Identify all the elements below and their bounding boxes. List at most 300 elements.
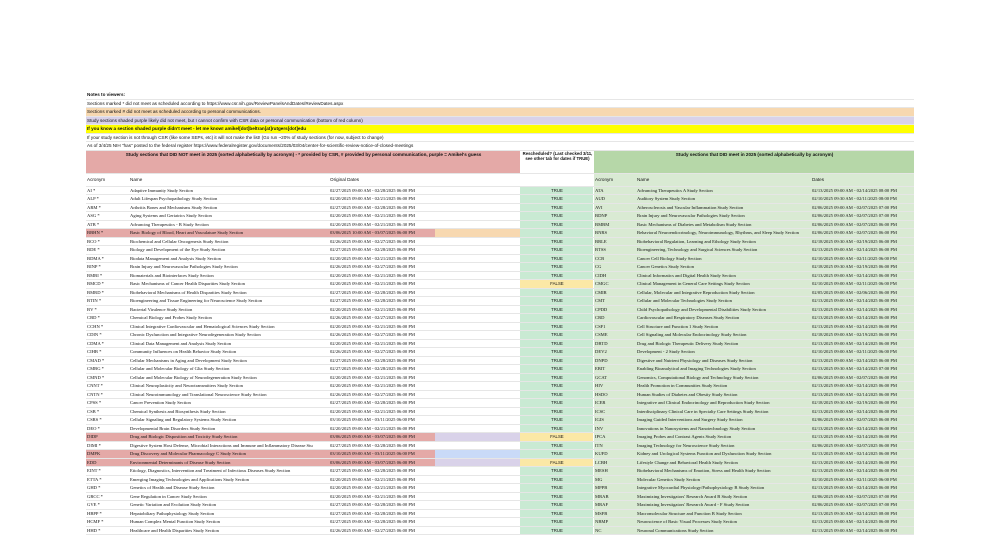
cell-name[interactable]: Human Complex Mental Function Study Section — [129, 518, 329, 526]
cell-name[interactable]: Clinical Neuroplasticity and Neurotransmitters Study Section — [129, 382, 329, 390]
cell-name[interactable]: Biodata Management and Analysis Study Section — [129, 255, 329, 263]
cell-acronym-met[interactable]: ICSC — [594, 408, 636, 416]
table-row[interactable] — [86, 518, 914, 527]
cell-name-met[interactable]: Integrative and Clinical Endocrinology and Reproduction Study Section — [636, 399, 896, 407]
cell-acronym-met[interactable]: AUD — [594, 195, 636, 203]
cell-acronym[interactable]: CNTN * — [86, 391, 129, 399]
cell-name-met[interactable]: Cell Structure and Function 1 Study Section — [636, 323, 896, 331]
cell-rescheduled[interactable]: TRUE — [520, 365, 593, 373]
cell-dates-met[interactable]: 02/18/2025 09:30 AM - 02/19/2025 06:00 PM — [811, 263, 915, 271]
cell-acronym[interactable]: ARM * — [86, 204, 129, 212]
cell-acronym-met[interactable]: HSDO — [594, 391, 636, 399]
cell-name[interactable]: Community Influences on Health Behavior Study Section — [129, 348, 329, 356]
table-row[interactable] — [86, 263, 914, 272]
table-row[interactable] — [86, 382, 914, 391]
cell-rescheduled[interactable]: TRUE — [520, 510, 593, 518]
cell-name[interactable]: Drug and Biologic Disposition and Toxicity Study Section — [129, 433, 329, 441]
cell-original-dates[interactable]: 02/20/2025 09:00 AM - 02/21/2025 06:00 PM — [329, 280, 435, 288]
cell-name-met[interactable]: Imaging Probes and Contrast Agents Study Section — [636, 433, 896, 441]
cell-original-dates[interactable]: 02/20/2025 09:00 AM - 02/21/2025 06:00 PM — [329, 195, 435, 203]
cell-acronym[interactable]: GHD * — [86, 484, 129, 492]
cell-rescheduled[interactable]: TRUE — [520, 297, 593, 305]
cell-acronym[interactable]: CDMA * — [86, 340, 129, 348]
cell-name[interactable]: Gene Regulation in Cancer Study Section — [129, 493, 329, 501]
cell-dates-met[interactable]: 02/06/2025 09:00 AM - 02/07/2025 06:00 PM — [811, 442, 915, 450]
cell-name-met[interactable]: Imaging Technology for Neuroscience Study Section — [636, 442, 896, 450]
cell-acronym-met[interactable]: EBIT — [594, 365, 636, 373]
cell-dates-met[interactable]: 02/06/2025 09:00 AM - 02/07/2025 07:00 PM — [811, 501, 915, 509]
cell-dates-met[interactable]: 02/13/2025 09:00 AM - 02/14/2025 06:00 PM — [811, 467, 915, 475]
table-row[interactable] — [86, 510, 914, 519]
table-row[interactable] — [86, 399, 914, 408]
cell-acronym-met[interactable]: MESH — [594, 467, 636, 475]
cell-acronym-met[interactable]: ATA — [594, 187, 636, 195]
cell-acronym-met[interactable]: AVI — [594, 204, 636, 212]
cell-acronym[interactable]: BDMA * — [86, 255, 129, 263]
table-row[interactable] — [86, 476, 914, 485]
cell-name-met[interactable]: Lifestyle Change and Behavioral Health Study Section — [636, 459, 896, 467]
cell-rescheduled[interactable]: FALSE — [520, 433, 593, 441]
table-row[interactable] — [86, 391, 914, 400]
table-row[interactable] — [86, 374, 914, 383]
cell-name-met[interactable]: Genomics, Computational Biology and Technology Study Section — [636, 374, 896, 382]
cell-rescheduled[interactable]: TRUE — [520, 476, 593, 484]
cell-acronym[interactable]: ATB * — [86, 221, 129, 229]
cell-acronym-met[interactable]: DEV2 — [594, 348, 636, 356]
table-row[interactable] — [86, 408, 914, 417]
cell-name-met[interactable]: Molecular Genetics Study Section — [636, 476, 896, 484]
cell-dates-met[interactable]: 02/13/2025 09:00 AM - 02/14/2025 06:00 PM — [811, 306, 915, 314]
cell-original-dates[interactable]: 03/10/2025 09:00 AM - 03/11/2025 06:00 PM — [329, 416, 435, 424]
cell-original-dates[interactable]: 02/27/2025 09:00 AM - 02/28/2025 06:00 PM — [329, 399, 435, 407]
cell-original-dates[interactable]: 02/27/2025 09:00 AM - 02/28/2025 06:00 PM — [329, 501, 435, 509]
cell-acronym-met[interactable]: NBMP — [594, 518, 636, 526]
cell-rescheduled[interactable]: TRUE — [520, 340, 593, 348]
cell-acronym-met[interactable]: DBTD — [594, 340, 636, 348]
cell-dates-met[interactable]: 02/18/2025 09:30 AM - 02/19/2025 06:00 PM — [811, 399, 915, 407]
cell-acronym-met[interactable]: CCB — [594, 255, 636, 263]
table-row[interactable] — [86, 255, 914, 264]
cell-dates-met[interactable]: 02/13/2025 09:00 AM - 02/14/2025 06:00 PM — [811, 518, 915, 526]
cell-acronym[interactable]: GVE * — [86, 501, 129, 509]
cell-rescheduled[interactable]: TRUE — [520, 484, 593, 492]
cell-rescheduled[interactable]: TRUE — [520, 348, 593, 356]
cell-acronym-met[interactable]: GCAT — [594, 374, 636, 382]
cell-name-met[interactable]: Development - 2 Study Section — [636, 348, 896, 356]
cell-acronym[interactable]: BMRD * — [86, 289, 129, 297]
cell-acronym[interactable]: CMND * — [86, 374, 129, 382]
cell-rescheduled[interactable]: TRUE — [520, 501, 593, 509]
cell-dates-met[interactable]: 02/13/2025 09:30 AM - 02/14/2025 07:00 PM — [811, 365, 915, 373]
cell-dates-met[interactable]: 02/18/2025 09:00 AM - 02/19/2025 06:00 PM — [811, 331, 915, 339]
cell-original-dates[interactable]: 02/27/2025 09:00 AM - 02/28/2025 06:00 PM — [329, 289, 435, 297]
cell-name[interactable]: Biology and Development of the Eye Study Section — [129, 246, 329, 254]
cell-acronym-met[interactable]: BTSS — [594, 246, 636, 254]
cell-rescheduled[interactable]: TRUE — [520, 382, 593, 390]
cell-rescheduled[interactable]: TRUE — [520, 391, 593, 399]
table-row[interactable] — [86, 331, 914, 340]
cell-name-met[interactable]: Cancer Cell Biology Study Section — [636, 255, 896, 263]
cell-acronym[interactable]: EDD — [86, 459, 129, 467]
cell-acronym-met[interactable]: CSF1 — [594, 323, 636, 331]
cell-name-met[interactable]: Innovations in Nanosystems and Nanotechnology Study Section — [636, 425, 896, 433]
cell-rescheduled[interactable]: TRUE — [520, 493, 593, 501]
table-row[interactable] — [86, 187, 914, 196]
cell-dates-met[interactable]: 02/13/2025 09:00 AM - 02/14/2025 06:00 PM — [811, 297, 915, 305]
cell-acronym[interactable]: CDIN * — [86, 331, 129, 339]
cell-rescheduled[interactable]: TRUE — [520, 408, 593, 416]
cell-dates-met[interactable]: 02/13/2025 09:00 AM - 02/14/2025 06:00 PM — [811, 433, 915, 441]
cell-acronym-met[interactable]: LCBH — [594, 459, 636, 467]
cell-acronym[interactable]: CSB * — [86, 408, 129, 416]
cell-acronym[interactable]: BCO * — [86, 238, 129, 246]
cell-name[interactable]: Basic Mechanisms of Cancer Health Disparities Study Section — [129, 280, 329, 288]
cell-dates-met[interactable]: 02/06/2025 09:00 AM - 02/07/2025 06:00 PM — [811, 416, 915, 424]
cell-rescheduled[interactable]: TRUE — [520, 195, 593, 203]
cell-original-dates[interactable]: 02/20/2025 09:00 AM - 02/21/2025 06:00 PM — [329, 408, 435, 416]
cell-name-met[interactable]: Cancer Genetics Study Section — [636, 263, 896, 271]
cell-original-dates[interactable]: 02/27/2025 09:00 AM - 02/28/2025 06:00 PM — [329, 187, 435, 195]
cell-acronym[interactable]: CIHB * — [86, 348, 129, 356]
cell-name-met[interactable]: Cell Signaling and Molecular Endocrinology Study Section — [636, 331, 896, 339]
cell-acronym-met[interactable]: CMIR — [594, 289, 636, 297]
cell-acronym-met[interactable]: CPDD — [594, 306, 636, 314]
cell-acronym-met[interactable]: BNRS — [594, 229, 636, 237]
cell-original-dates[interactable]: 02/26/2025 09:00 AM - 02/27/2025 06:00 PM — [329, 391, 435, 399]
table-row[interactable] — [86, 433, 914, 442]
cell-dates-met[interactable]: 02/13/2025 09:00 AM - 02/14/2025 06:00 PM — [811, 450, 915, 458]
cell-name[interactable]: Clinical Data Management and Analysis Study Section — [129, 340, 329, 348]
table-row[interactable] — [86, 280, 914, 289]
cell-name[interactable]: Developmental Brain Disorders Study Section — [129, 425, 329, 433]
table-row[interactable] — [86, 221, 914, 230]
cell-name[interactable]: Genetic Variation and Evolution Study Section — [129, 501, 329, 509]
cell-name-met[interactable]: Cardiovascular and Respiratory Diseases Study Section — [636, 314, 896, 322]
table-row[interactable] — [86, 340, 914, 349]
cell-dates-met[interactable]: 02/06/2025 09:00 AM - 02/07/2025 07:00 PM — [811, 212, 915, 220]
cell-original-dates[interactable]: 02/26/2025 09:00 AM - 02/27/2025 06:00 PM — [329, 238, 435, 246]
cell-acronym[interactable]: EINT * — [86, 467, 129, 475]
cell-name[interactable]: Cellular Mechanisms in Aging and Development Study Section — [129, 357, 329, 365]
cell-name-met[interactable]: Advancing Therapeutics A Study Section — [636, 187, 896, 195]
cell-acronym-met[interactable]: IGIS — [594, 416, 636, 424]
table-row[interactable] — [86, 246, 914, 255]
table-row[interactable] — [86, 442, 914, 451]
cell-original-dates[interactable]: 03/06/2025 09:00 AM - 03/07/2025 06:00 PM — [329, 433, 435, 441]
cell-dates-met[interactable]: 02/13/2025 09:00 AM - 02/14/2025 08:00 PM — [811, 187, 915, 195]
cell-name-met[interactable]: Behavioral Neuroendocrinology, Neuroimmunology, Rhythms, and Sleep Study Section — [636, 229, 896, 237]
cell-original-dates[interactable]: 02/26/2025 09:00 AM - 02/27/2025 06:00 PM — [329, 527, 435, 535]
table-row[interactable] — [86, 238, 914, 247]
cell-name[interactable]: Brain Injury and Neurovascular Pathologies Study Section — [129, 263, 329, 271]
cell-name[interactable]: Digestive System Host Defense, Microbial Interactions and Immune and Inflammatory Disease Stu — [129, 442, 329, 450]
cell-rescheduled[interactable]: TRUE — [520, 246, 593, 254]
cell-name-met[interactable]: Kidney and Urological Systems Function and Dysfunction Study Section — [636, 450, 896, 458]
cell-name-met[interactable]: Cellular and Molecular Technologies Study Section — [636, 297, 896, 305]
cell-name-met[interactable]: Cellular, Molecular and Integrative Reproduction Study Section — [636, 289, 896, 297]
cell-name[interactable]: Healthcare and Health Disparities Study Section — [129, 527, 329, 535]
cell-acronym-met[interactable]: BDNP — [594, 212, 636, 220]
cell-dates-met[interactable]: 02/10/2025 09:00 AM - 02/11/2025 06:00 PM — [811, 476, 915, 484]
cell-name-met[interactable]: Neuronal Communications Study Section — [636, 527, 896, 535]
cell-rescheduled[interactable]: TRUE — [520, 229, 593, 237]
cell-name[interactable]: Basic Biology of Blood, Heart and Vasculature Study Section — [129, 229, 329, 237]
cell-rescheduled[interactable]: TRUE — [520, 255, 593, 263]
cell-rescheduled[interactable]: TRUE — [520, 289, 593, 297]
cell-name[interactable]: Cellular and Molecular Biology of Glia Study Section — [129, 365, 329, 373]
cell-original-dates[interactable]: 02/20/2025 09:00 AM - 02/21/2025 06:00 PM — [329, 493, 435, 501]
cell-rescheduled[interactable]: TRUE — [520, 425, 593, 433]
cell-dates-met[interactable]: 02/06/2025 09:00 AM - 02/07/2025 06:00 PM — [811, 221, 915, 229]
cell-acronym[interactable]: BTIN * — [86, 297, 129, 305]
table-row[interactable] — [86, 493, 914, 502]
cell-name-met[interactable]: Biobehavioral Regulation, Learning and Ethology Study Section — [636, 238, 896, 246]
cell-dates-met[interactable]: 02/13/2025 09:00 AM - 02/14/2025 06:00 PM — [811, 340, 915, 348]
table-row[interactable] — [86, 484, 914, 493]
cell-rescheduled[interactable]: TRUE — [520, 187, 593, 195]
cell-name-met[interactable]: Biobehavioral Mechanisms of Emotion, Stress and Health Study Section — [636, 467, 896, 475]
cell-original-dates[interactable]: 02/27/2025 09:00 AM - 02/28/2025 06:00 PM — [329, 246, 435, 254]
cell-dates-met[interactable]: 02/06/2025 09:00 AM - 02/07/2025 07:00 PM — [811, 493, 915, 501]
table-row[interactable] — [86, 323, 914, 332]
cell-original-dates[interactable]: 02/26/2025 09:00 AM - 02/27/2025 06:00 PM — [329, 263, 435, 271]
cell-name[interactable]: Advancing Therapeutics - B Study Section — [129, 221, 329, 229]
cell-acronym[interactable]: AI * — [86, 187, 129, 195]
table-row[interactable] — [86, 450, 914, 459]
cell-dates-met[interactable]: 02/10/2025 09:00 AM - 02/11/2025 06:00 PM — [811, 280, 915, 288]
cell-rescheduled[interactable]: TRUE — [520, 306, 593, 314]
table-row[interactable] — [86, 289, 914, 298]
cell-dates-met[interactable]: 02/13/2025 09:30 AM - 02/14/2025 08:00 PM — [811, 510, 915, 518]
cell-acronym[interactable]: DEO * — [86, 425, 129, 433]
cell-name-met[interactable]: Enabling Bioanalytical and Imaging Technologies Study Section — [636, 365, 896, 373]
table-row[interactable] — [86, 272, 914, 281]
cell-dates-met[interactable]: 02/05/2025 09:00 AM - 02/06/2025 06:00 PM — [811, 289, 915, 297]
cell-acronym-met[interactable]: CMT — [594, 297, 636, 305]
cell-dates-met[interactable]: 02/06/2025 09:00 AM - 02/07/2025 06:00 PM — [811, 229, 915, 237]
cell-name[interactable]: Bacterial Virulence Study Section — [129, 306, 329, 314]
cell-original-dates[interactable]: 02/20/2025 09:00 AM - 02/21/2025 06:30 PM — [329, 221, 435, 229]
cell-acronym[interactable]: BMCD * — [86, 280, 129, 288]
cell-name-met[interactable]: Maximizing Investigators' Research Award B Study Section — [636, 493, 896, 501]
table-row[interactable] — [86, 365, 914, 374]
cell-name-met[interactable]: Health Promotion in Communities Study Section — [636, 382, 896, 390]
cell-name-met[interactable]: Auditory System Study Section — [636, 195, 896, 203]
cell-acronym-met[interactable]: HIV — [594, 382, 636, 390]
cell-name-met[interactable]: Maximizing Investigators' Research Award - F Study Section — [636, 501, 896, 509]
cell-name-met[interactable]: Child Psychopathology and Developmental Disabilities Study Section — [636, 306, 896, 314]
cell-acronym[interactable]: CCHN * — [86, 323, 129, 331]
cell-dates-met[interactable]: 02/06/2025 09:00 AM - 02/07/2025 06:00 PM — [811, 374, 915, 382]
table-row[interactable] — [86, 204, 914, 213]
cell-name-met[interactable]: Drug and Biologic Therapeutic Delivery Study Section — [636, 340, 896, 348]
cell-name-met[interactable]: Clinical Management in General Care Settings Study Section — [636, 280, 896, 288]
cell-original-dates[interactable]: 02/27/2025 09:00 AM - 02/28/2025 06:00 PM — [329, 204, 435, 212]
cell-acronym-met[interactable]: BRLE — [594, 238, 636, 246]
cell-acronym-met[interactable]: MRAF — [594, 501, 636, 509]
cell-rescheduled[interactable]: TRUE — [520, 263, 593, 271]
cell-original-dates[interactable]: 03/06/2025 10:00 AM - 03/07/2025 06:00 PM — [329, 229, 435, 237]
cell-original-dates[interactable]: 03/06/2025 09:00 AM - 03/07/2025 06:00 PM — [329, 459, 435, 467]
cell-name[interactable]: Etiology, Diagnostics, Intervention and Treatment of Infectious Diseases Study Section — [129, 467, 329, 475]
cell-acronym[interactable]: CNNT * — [86, 382, 129, 390]
cell-rescheduled[interactable]: TRUE — [520, 467, 593, 475]
cell-dates-met[interactable]: 02/13/2025 09:00 AM - 02/14/2025 06:00 PM — [811, 425, 915, 433]
cell-rescheduled[interactable]: TRUE — [520, 212, 593, 220]
cell-acronym[interactable]: DIDP — [86, 433, 129, 441]
cell-rescheduled[interactable]: TRUE — [520, 323, 593, 331]
cell-rescheduled[interactable]: TRUE — [520, 527, 593, 535]
cell-rescheduled[interactable]: FALSE — [520, 459, 593, 467]
cell-acronym[interactable]: CMAD * — [86, 357, 129, 365]
cell-acronym-met[interactable]: ITN — [594, 442, 636, 450]
cell-acronym[interactable]: CSRS * — [86, 416, 129, 424]
table-row[interactable] — [86, 501, 914, 510]
cell-original-dates[interactable]: 02/20/2025 09:00 AM - 02/21/2025 06:00 PM — [329, 425, 435, 433]
cell-dates-met[interactable]: 02/18/2025 09:30 AM - 02/19/2025 06:00 PM — [811, 238, 915, 246]
cell-name[interactable]: Biomaterials and Biointerfaces Study Section — [129, 272, 329, 280]
cell-dates-met[interactable]: 02/13/2025 09:00 AM - 02/14/2025 06:00 PM — [811, 272, 915, 280]
cell-dates-met[interactable]: 02/13/2025 09:00 AM - 02/14/2025 06:00 PM — [811, 357, 915, 365]
cell-rescheduled[interactable]: TRUE — [520, 518, 593, 526]
spreadsheet[interactable] — [86, 91, 914, 535]
cell-name[interactable]: Chronic Dysfunction and Integrative Neurodegeneration Study Section — [129, 331, 329, 339]
cell-original-dates[interactable]: 02/20/2025 09:00 AM - 02/21/2025 06:00 PM — [329, 212, 435, 220]
cell-original-dates[interactable]: 02/20/2025 09:00 AM - 02/21/2025 06:00 PM — [329, 272, 435, 280]
cell-acronym-met[interactable]: CMGC — [594, 280, 636, 288]
cell-acronym-met[interactable]: CIDH — [594, 272, 636, 280]
table-row[interactable] — [86, 416, 914, 425]
cell-name[interactable]: Chemical Synthesis and Biosynthesis Study Section — [129, 408, 329, 416]
cell-acronym-met[interactable]: MG — [594, 476, 636, 484]
table-row[interactable] — [86, 459, 914, 468]
table-row[interactable] — [86, 425, 914, 434]
cell-acronym[interactable]: HHD * — [86, 527, 129, 535]
cell-acronym-met[interactable]: MRAB — [594, 493, 636, 501]
cell-name[interactable]: Genetics of Health and Disease Study Section — [129, 484, 329, 492]
cell-rescheduled[interactable]: TRUE — [520, 221, 593, 229]
cell-original-dates[interactable]: 02/27/2025 09:00 AM - 02/28/2025 06:00 PM — [329, 518, 435, 526]
cell-acronym[interactable]: GRCC * — [86, 493, 129, 501]
cell-rescheduled[interactable]: TRUE — [520, 416, 593, 424]
cell-acronym[interactable]: ALP * — [86, 195, 129, 203]
cell-dates-met[interactable]: 02/13/2025 09:00 AM - 02/14/2025 06:00 PM — [811, 459, 915, 467]
cell-acronym[interactable]: BDE * — [86, 246, 129, 254]
cell-acronym[interactable]: ETTA * — [86, 476, 129, 484]
cell-name[interactable]: Clinical Neuroimmunology and Translational Neuroscience Study Section — [129, 391, 329, 399]
table-row[interactable] — [86, 306, 914, 315]
cell-original-dates[interactable]: 02/20/2025 09:00 AM - 02/21/2025 06:00 PM — [329, 323, 435, 331]
cell-name[interactable]: Bioengineering and Tissue Engineering for Neuroscience Study Section — [129, 297, 329, 305]
cell-acronym[interactable]: CPSS * — [86, 399, 129, 407]
cell-rescheduled[interactable]: TRUE — [520, 331, 593, 339]
cell-name[interactable]: Cellular and Molecular Biology of Neurodegeneration Study Section — [129, 374, 329, 382]
cell-acronym-met[interactable]: IPCA — [594, 433, 636, 441]
cell-acronym[interactable]: BINP * — [86, 263, 129, 271]
cell-name-met[interactable]: Macromolecular Structure and Function B Study Section — [636, 510, 896, 518]
cell-name-met[interactable]: Interdisciplinary Clinical Care in Specialty Care Settings Study Section — [636, 408, 896, 416]
cell-name[interactable]: Cellular Signaling and Regulatory Systems Study Section — [129, 416, 329, 424]
cell-original-dates[interactable]: 02/27/2025 09:00 AM - 02/28/2025 06:00 PM — [329, 442, 435, 450]
cell-original-dates[interactable]: 02/20/2025 09:00 AM - 02/21/2025 06:00 PM — [329, 340, 435, 348]
cell-original-dates[interactable]: 02/27/2025 09:00 AM - 02/28/2025 06:00 PM — [329, 297, 435, 305]
cell-rescheduled[interactable]: TRUE — [520, 272, 593, 280]
cell-original-dates[interactable]: 02/27/2025 09:00 AM - 02/28/2025 06:00 PM — [329, 510, 435, 518]
cell-rescheduled[interactable]: TRUE — [520, 238, 593, 246]
cell-acronym[interactable]: CBD * — [86, 314, 129, 322]
cell-dates-met[interactable]: 02/10/2025 09:00 AM - 02/11/2025 06:00 PM — [811, 348, 915, 356]
cell-name[interactable]: Environmental Determinants of Disease Study Section — [129, 459, 329, 467]
cell-acronym-met[interactable]: CG — [594, 263, 636, 271]
cell-acronym-met[interactable]: DNPD — [594, 357, 636, 365]
cell-rescheduled[interactable]: FALSE — [520, 280, 593, 288]
cell-acronym[interactable]: BMBI * — [86, 272, 129, 280]
cell-acronym-met[interactable]: NC — [594, 527, 636, 535]
cell-rescheduled[interactable]: TRUE — [520, 442, 593, 450]
cell-dates-met[interactable]: 02/13/2025 09:00 AM - 02/14/2025 06:00 PM — [811, 246, 915, 254]
cell-name-met[interactable]: Imaging Guided Interventions and Surgery Study Section — [636, 416, 896, 424]
cell-name-met[interactable]: Basic Mechanisms of Diabetes and Metabolism Study Section — [636, 221, 896, 229]
cell-original-dates[interactable]: 02/27/2025 09:00 AM - 02/28/2025 06:00 PM — [329, 365, 435, 373]
cell-acronym[interactable]: CMBG * — [86, 365, 129, 373]
cell-name-met[interactable]: Clinical Informatics and Digital Health Study Section — [636, 272, 896, 280]
cell-name[interactable]: Emerging Imaging Technologies and Applications Study Section — [129, 476, 329, 484]
cell-original-dates[interactable]: 02/20/2025 09:00 AM - 02/21/2025 06:30 PM — [329, 374, 435, 382]
cell-name-met[interactable]: Brain Injury and Neurovascular Pathologies Study Section — [636, 212, 896, 220]
cell-original-dates[interactable]: 02/20/2025 09:00 AM - 02/21/2025 06:00 PM — [329, 476, 435, 484]
cell-name[interactable]: Adult Lifespan Psychopathology Study Section — [129, 195, 329, 203]
cell-name[interactable]: Biobehavioral Mechanisms of Health Disparities Study Section — [129, 289, 329, 297]
cell-acronym-met[interactable]: MSFB — [594, 510, 636, 518]
cell-original-dates[interactable]: 02/20/2025 09:00 AM - 02/21/2025 06:00 PM — [329, 306, 435, 314]
cell-acronym[interactable]: DIMI * — [86, 442, 129, 450]
cell-original-dates[interactable]: 02/26/2025 09:00 AM - 02/27/2025 06:00 PM — [329, 314, 435, 322]
cell-original-dates[interactable]: 02/26/2025 09:00 AM - 02/27/2025 06:00 PM — [329, 348, 435, 356]
table-row[interactable] — [86, 212, 914, 221]
cell-acronym[interactable]: BBHN * — [86, 229, 129, 237]
cell-dates-met[interactable]: 02/13/2025 09:00 AM - 02/14/2025 06:00 PM — [811, 527, 915, 535]
cell-acronym-met[interactable]: ICER — [594, 399, 636, 407]
cell-name-met[interactable]: Atherosclerosis and Vascular Inflammation Study Section — [636, 204, 896, 212]
cell-rescheduled[interactable]: TRUE — [520, 374, 593, 382]
table-row[interactable] — [86, 357, 914, 366]
cell-name[interactable]: Chemical Biology and Probes Study Section — [129, 314, 329, 322]
cell-rescheduled[interactable]: TRUE — [520, 450, 593, 458]
cell-acronym-met[interactable]: MPPB — [594, 484, 636, 492]
table-row[interactable] — [86, 527, 914, 535]
cell-name-met[interactable]: Digestive and Nutrient Physiology and Diseases Study Section — [636, 357, 896, 365]
cell-dates-met[interactable]: 02/10/2025 09:30 AM - 02/11/2025 08:00 PM — [811, 195, 915, 203]
cell-dates-met[interactable]: 02/06/2025 09:00 AM - 02/07/2025 07:00 PM — [811, 204, 915, 212]
cell-name-met[interactable]: Integrative Myocardial Physiology/Pathophysiology B Study Section — [636, 484, 896, 492]
cell-name[interactable]: Aging Systems and Geriatrics Study Section — [129, 212, 329, 220]
cell-name[interactable]: Clinical Integrative Cardiovascular and Hematological Sciences Study Section — [129, 323, 329, 331]
cell-acronym[interactable]: HCMF * — [86, 518, 129, 526]
cell-rescheduled[interactable]: TRUE — [520, 399, 593, 407]
cell-acronym[interactable]: ASG * — [86, 212, 129, 220]
cell-acronym[interactable]: DMPK — [86, 450, 129, 458]
cell-acronym-met[interactable]: KUFD — [594, 450, 636, 458]
cell-name-met[interactable]: Bioengineering, Technology and Surgical Sciences Study Section — [636, 246, 896, 254]
table-row[interactable] — [86, 229, 914, 238]
cell-acronym[interactable]: HBPP * — [86, 510, 129, 518]
cell-dates-met[interactable]: 02/13/2025 09:00 AM - 02/14/2025 06:00 PM — [811, 323, 915, 331]
cell-dates-met[interactable]: 02/10/2025 09:00 AM - 02/11/2025 06:00 PM — [811, 255, 915, 263]
cell-name[interactable]: Arthritis Bones and Mechanisms Study Section — [129, 204, 329, 212]
cell-rescheduled[interactable]: TRUE — [520, 204, 593, 212]
table-row[interactable] — [86, 348, 914, 357]
cell-dates-met[interactable]: 02/13/2025 09:00 AM - 02/14/2025 06:00 PM — [811, 391, 915, 399]
